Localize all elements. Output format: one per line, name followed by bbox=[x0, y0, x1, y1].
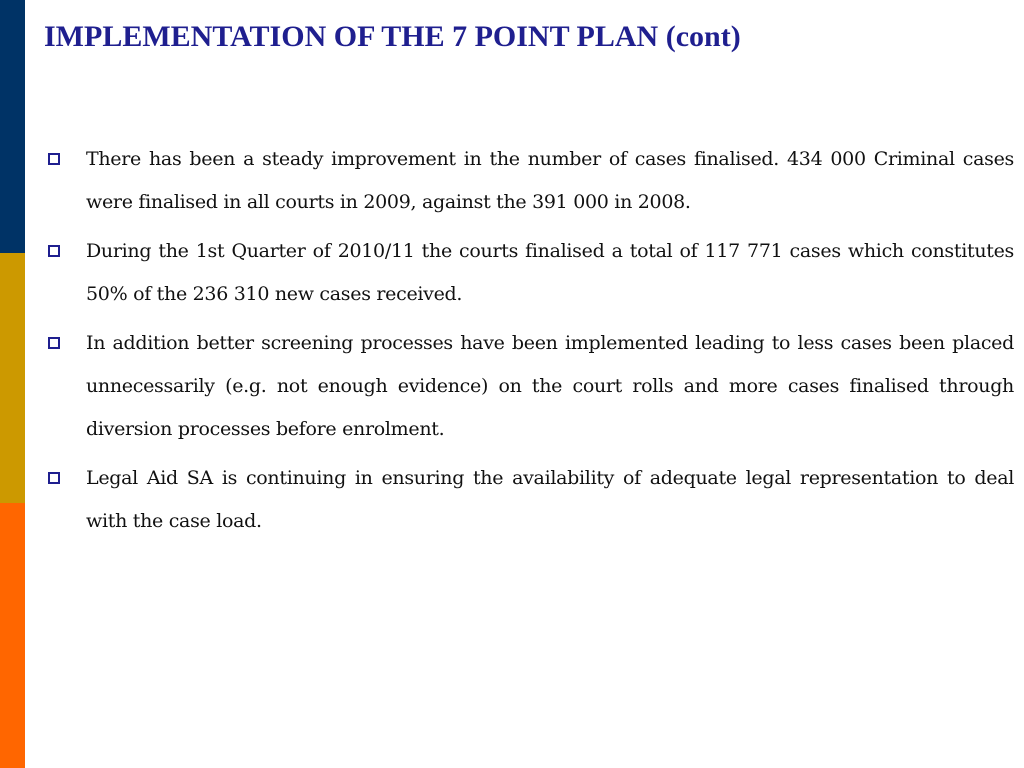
bullet-text: In addition better screening processes have been implemented leading to less cases been placed unnecessarily (e.g. not enough evidence) on the court rolls and more cases finalised through diversion processes before enrolment. bbox=[86, 332, 1014, 440]
hollow-square-bullet-icon bbox=[48, 245, 60, 257]
side-bar-orange-segment bbox=[0, 503, 25, 768]
bullet-item bbox=[48, 457, 1014, 543]
slide-title: IMPLEMENTATION OF THE 7 POINT PLAN (cont) bbox=[44, 20, 741, 53]
side-color-bar bbox=[0, 0, 25, 768]
hollow-square-bullet-icon bbox=[48, 337, 60, 349]
bullet-item bbox=[48, 138, 1014, 224]
bullet-text: Legal Aid SA is continuing in ensuring the availability of adequate legal representation to deal with the case load. bbox=[86, 467, 1014, 532]
side-bar-gold-segment bbox=[0, 253, 25, 503]
hollow-square-bullet-icon bbox=[48, 153, 60, 165]
side-bar-navy-segment bbox=[0, 0, 25, 253]
hollow-square-bullet-icon bbox=[48, 472, 60, 484]
bullet-item bbox=[48, 230, 1014, 316]
bullet-list bbox=[48, 138, 1014, 549]
bullet-item bbox=[48, 322, 1014, 451]
bullet-text: During the 1st Quarter of 2010/11 the courts finalised a total of 117 771 cases which constitutes 50% of the 236 310 new cases received. bbox=[86, 240, 1014, 305]
bullet-text: There has been a steady improvement in the number of cases finalised. 434 000 Criminal cases were finalised in all courts in 2009, against the 391 000 in 2008. bbox=[86, 148, 1014, 213]
